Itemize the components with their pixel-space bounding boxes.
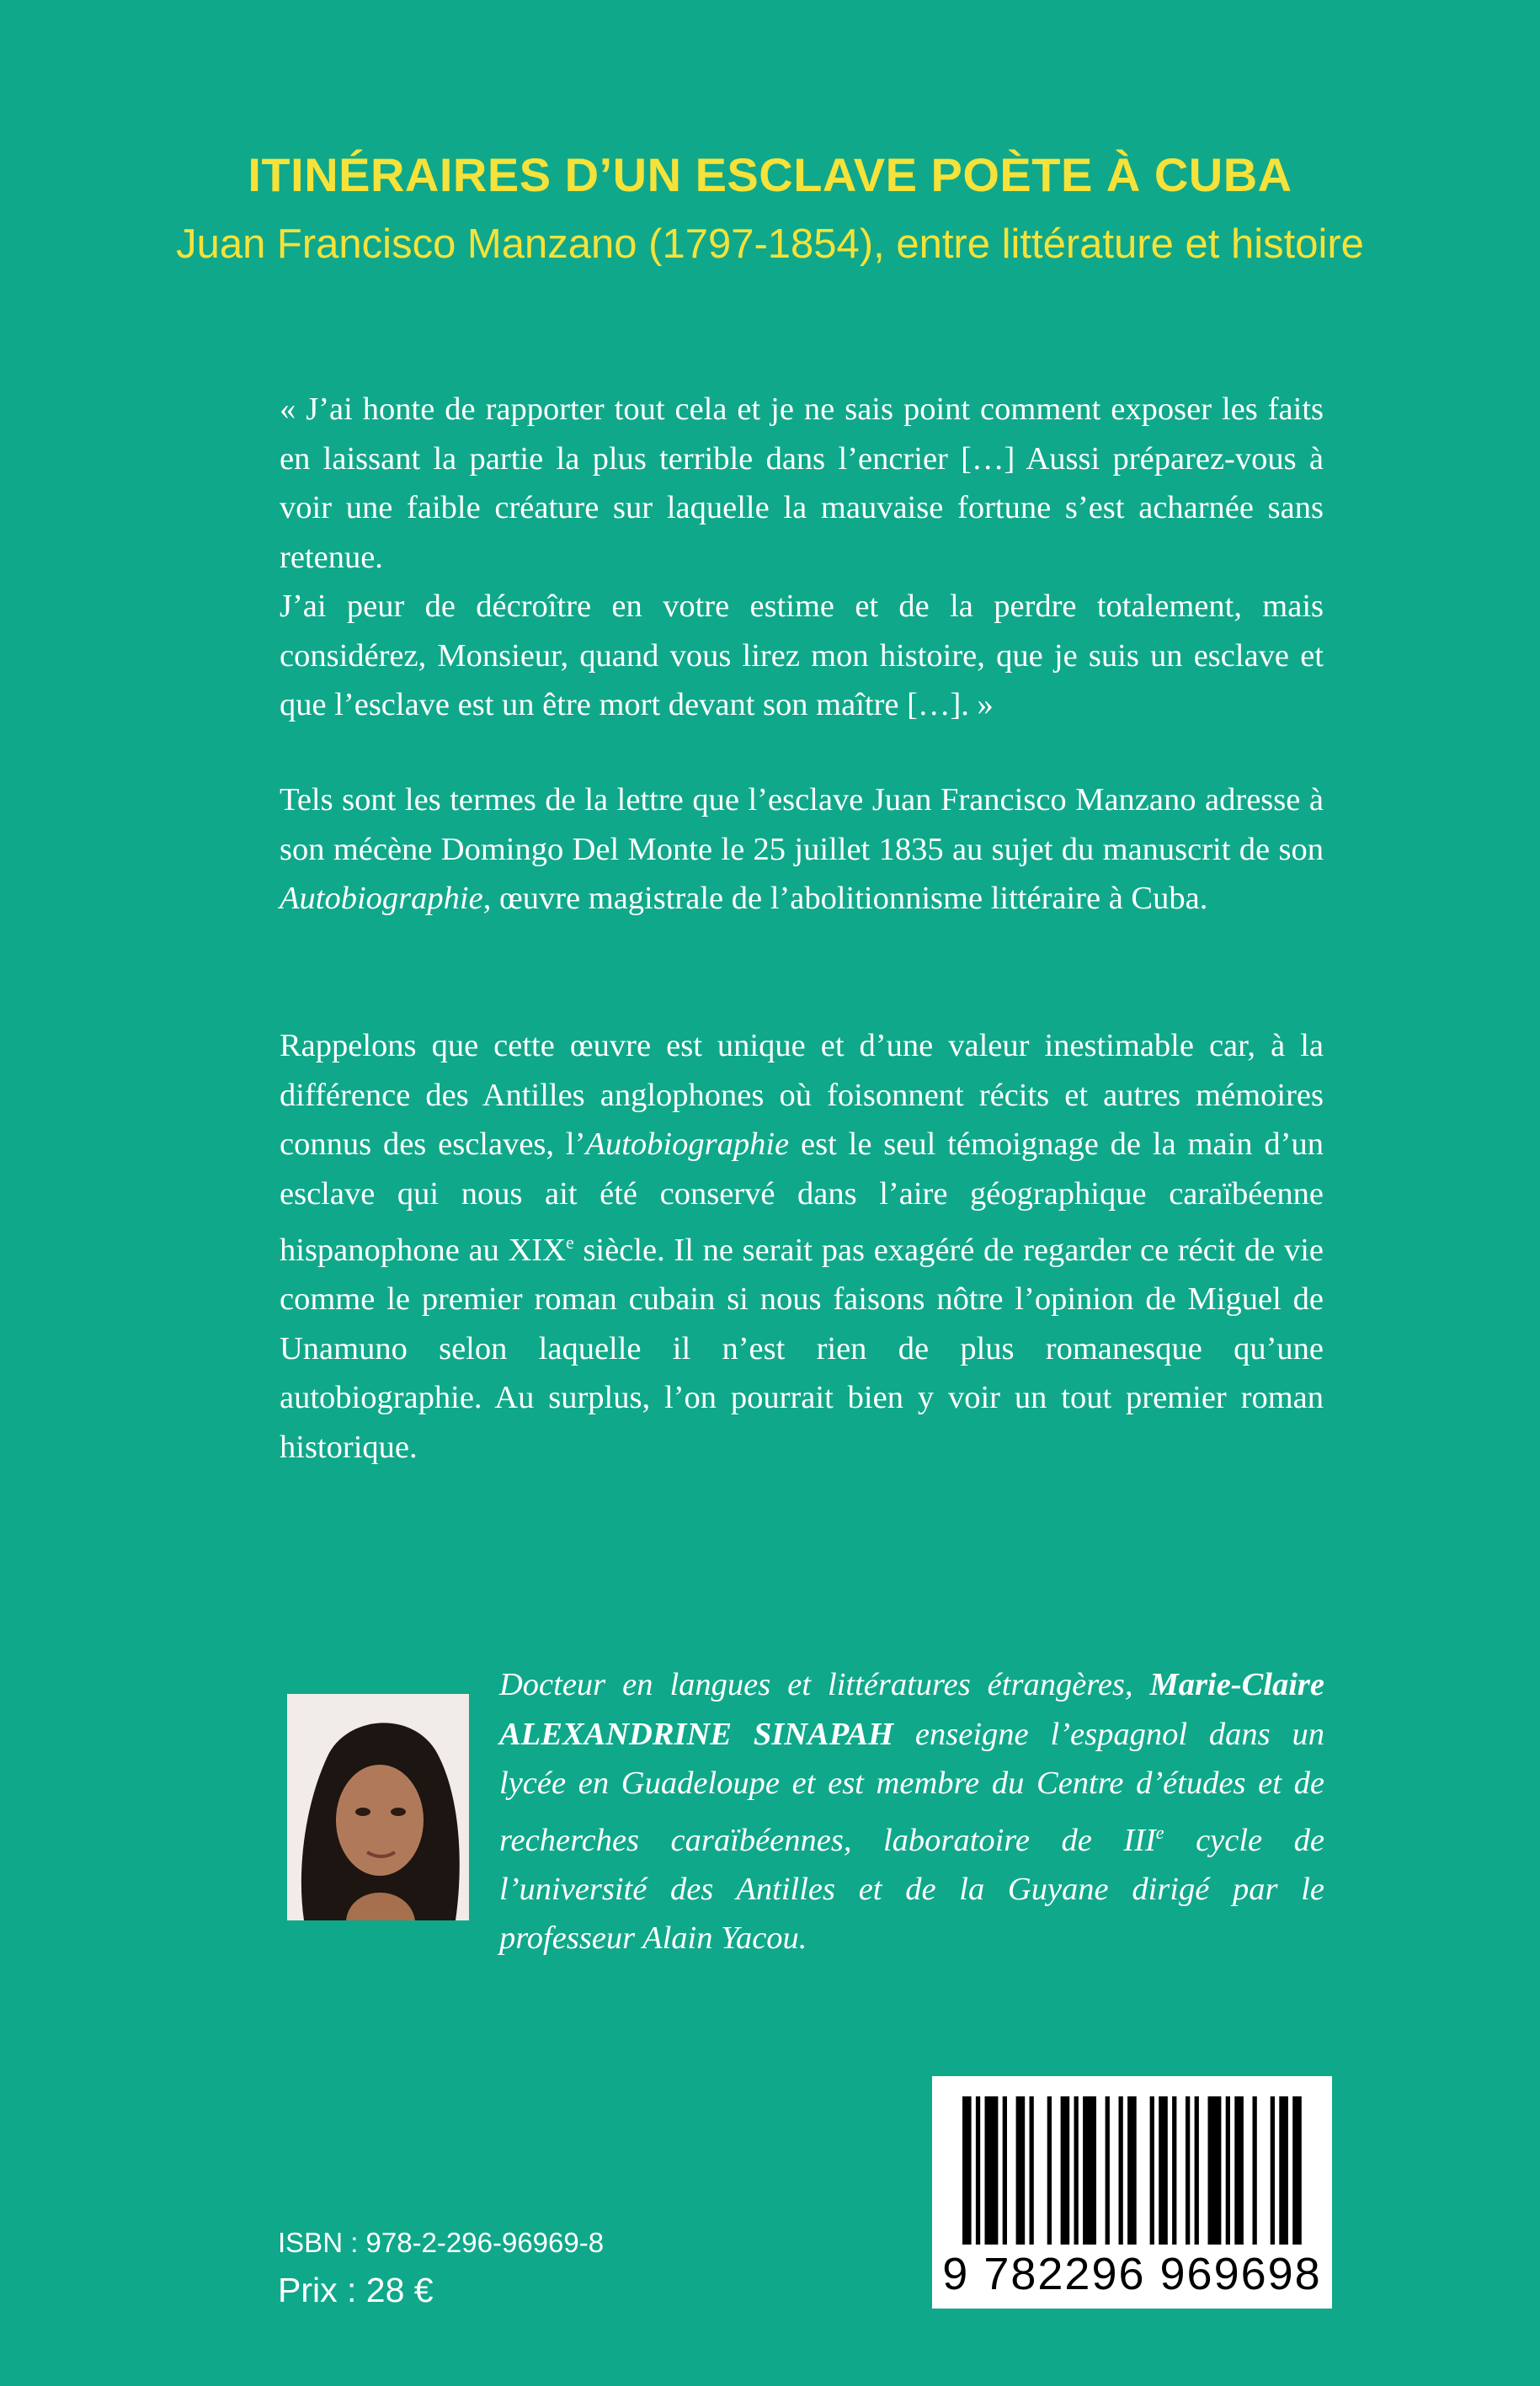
barcode-bar — [1083, 2096, 1096, 2245]
book-subtitle: Juan Francisco Manzano (1797-1854), entre littérature et histoire — [176, 221, 1364, 267]
bio-text-1: Docteur en langues et littératures étrangères, — [499, 1667, 1150, 1702]
price: Prix : 28 € — [278, 2271, 434, 2309]
barcode — [932, 2076, 1332, 2309]
barcode-bar — [1271, 2096, 1275, 2245]
quote-paragraph-1: « J’ai honte de rapporter tout cela et je ne sais point comment exposer les faits en laissant la partie la plus terrible dans l’encrier […] Aussi préparez-vous à voir une faible créature sur laquelle la mauvaise fortune s’est acharnée sans retenue. — [280, 391, 1324, 575]
barcode-bar — [1159, 2096, 1168, 2245]
barcode-bar — [1119, 2096, 1123, 2245]
bio-text-3: cycle de l’université des Antilles et de la Guyane dirigé par le professeur Alain Yacou. — [499, 1822, 1325, 1957]
barcode-bar — [1195, 2096, 1199, 2245]
author-photo — [287, 1694, 469, 1920]
summary-autobiographie-title: Autobiographie — [585, 1126, 790, 1162]
quote-paragraph-2: J’ai peur de décroître en votre estime et de la perdre totalement, mais considérez, Monsieur, quand vous lirez mon histoire, que je suis un esclave et que l’esclave est un être mort devant son maître […]. » — [280, 589, 1324, 722]
barcode-bar — [1279, 2096, 1288, 2245]
bio-text-2: enseigne l’espagnol dans un lycée en Guadeloupe et est membre du Centre d’études et de recherches caraïbéennes, laboratoire de III — [499, 1716, 1324, 1858]
quote-block — [280, 385, 1324, 730]
summary-paragraph — [280, 1021, 1324, 1472]
barcode-bar — [1106, 2096, 1110, 2245]
cycle-superscript: e — [1155, 1821, 1164, 1843]
letter-text-1: Tels sont les termes de la lettre que l’esclave Juan Francisco Manzano adresse à son mécène Domingo Del Monte le 25 juillet 1835 au sujet du manuscrit de son — [280, 782, 1324, 867]
barcode-bar — [985, 2096, 999, 2245]
barcode-bar — [1186, 2096, 1190, 2245]
barcode-bar — [1061, 2096, 1070, 2245]
century-superscript: e — [566, 1232, 574, 1253]
barcode-bar — [976, 2096, 980, 2245]
summary-text-3: siècle. Il ne serait pas exagéré de regarder ce récit de vie comme le premier roman cubain si nous faisons nôtre l’opinion de Miguel de Unamuno selon laquelle il n’est rien de plus romanesque qu’une autobiographie. Au surplus, l’on pourrait bien y voir un tout premier roman historique. — [280, 1232, 1324, 1465]
barcode-bar — [1074, 2096, 1079, 2245]
autobiographie-title: Autobiographie — [280, 881, 483, 916]
barcode-bar — [1030, 2096, 1034, 2245]
barcode-number: 9 782296 969698 — [942, 2249, 1322, 2299]
letter-text-2: , œuvre magistrale de l’abolitionnisme littéraire à Cuba. — [482, 881, 1208, 916]
author-bio — [499, 1660, 1324, 1963]
barcode-bar — [1208, 2096, 1222, 2245]
barcode-bar — [1234, 2096, 1244, 2245]
barcode-bar — [1226, 2096, 1230, 2245]
barcode-bar — [1016, 2096, 1026, 2245]
barcode-bar — [1003, 2096, 1007, 2245]
barcode-bar — [1047, 2096, 1052, 2245]
barcode-bar — [1172, 2096, 1176, 2245]
author-name: Marie-Claire ALEXANDRINE SINAPAH — [499, 1667, 1324, 1752]
barcode-bar — [1253, 2096, 1257, 2245]
barcode-bar — [1292, 2096, 1302, 2245]
barcode-bar — [962, 2096, 972, 2245]
letter-paragraph — [280, 775, 1324, 924]
barcode-bar — [1150, 2096, 1154, 2245]
summary-text-1: Rappelons que cette œuvre est unique et d’une valeur inestimable car, à la différence des Antilles anglophones où foisonnent récits et autres mémoires connus des esclaves, l’ — [280, 1028, 1324, 1162]
barcode-bar — [1127, 2096, 1137, 2245]
book-title: ITINÉRAIRES D’UN ESCLAVE POÈTE À CUBA — [248, 148, 1292, 201]
summary-text-2: est le seul témoignage de la main d’un esclave qui nous ait été conservé dans l’aire géographique caraïbéenne hispanophone au XIX — [280, 1126, 1324, 1268]
isbn: ISBN : 978-2-296-96969-8 — [278, 2227, 605, 2258]
